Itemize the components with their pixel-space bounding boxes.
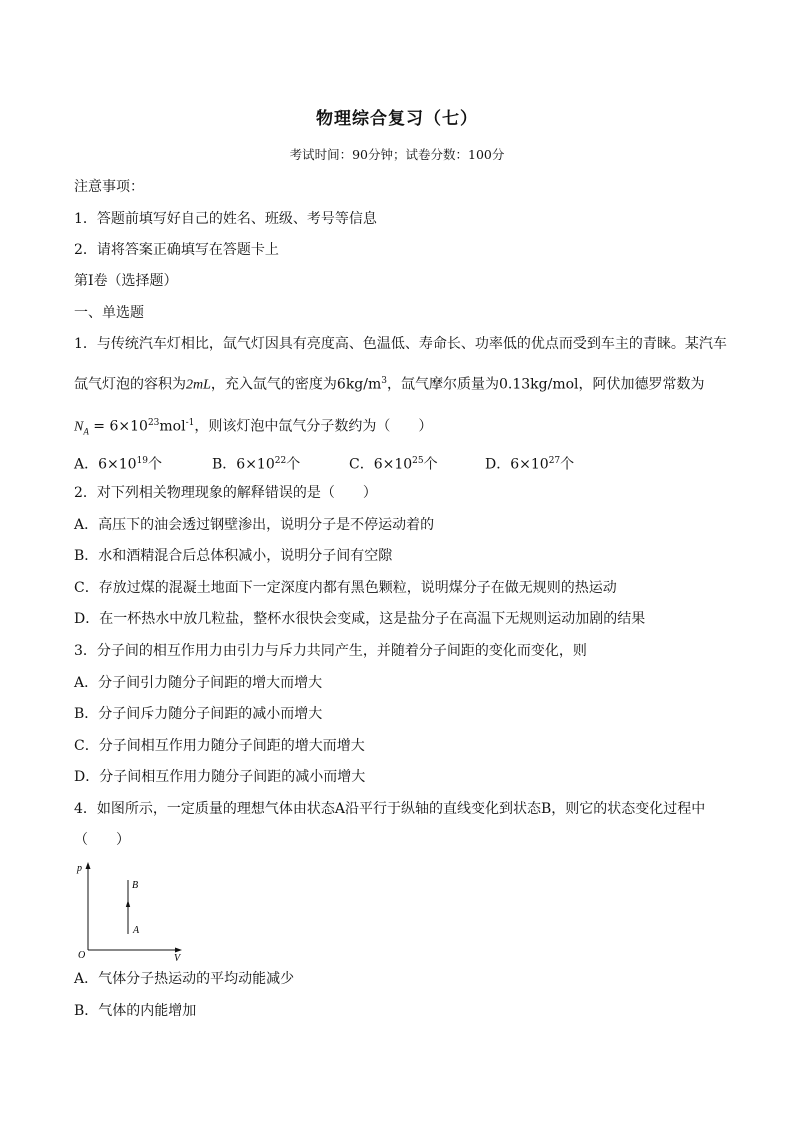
q1-na-sub: A	[83, 426, 89, 437]
exam-info: 考试时间：90分钟；试卷分数：100分	[289, 147, 505, 162]
v-axis-arrow-icon	[175, 948, 182, 953]
q4-stem-line2: （ ）	[74, 832, 130, 848]
q1-text: ，充入氙气的密度为	[210, 376, 337, 393]
q2-stem: 2．对下列相关物理现象的解释错误的是（ ）	[74, 485, 377, 501]
v-axis-label: V	[174, 953, 181, 963]
q1-na-symbol: N	[74, 419, 84, 435]
page-title: 物理综合复习（七）	[316, 109, 478, 129]
state-a-label: A	[133, 925, 140, 936]
q3-option-d[interactable]: D．分子间相互作用力随分子间距的减小而增大	[74, 769, 366, 785]
q2-option-a[interactable]: A．高压下的油会透过钢壁渗出，说明分子是不停运动着的	[74, 517, 435, 533]
q2-option-d[interactable]: D．在一杯热水中放几粒盐，整杯水很快会变咸，这是盐分子在高温下无规则运动加剧的结果	[74, 611, 646, 627]
q1-na-value: = 6×10	[88, 418, 148, 435]
q4-option-b[interactable]: B．气体的内能增加	[74, 1003, 197, 1019]
state-b-label: B	[132, 880, 139, 891]
pv-diagram	[74, 858, 194, 963]
p-axis-label: p	[77, 863, 82, 874]
q1-na-exp: 23	[147, 418, 160, 428]
q4-option-a[interactable]: A．气体分子热运动的平均动能减少	[74, 971, 295, 987]
q4-stem-line1: 4．如图所示，一定质量的理想气体由状态A沿平行于纵轴的直线变化到状态B，则它的状态变化过程中	[74, 801, 706, 817]
q3-option-b[interactable]: B．分子间斥力随分子间距的减小而增大	[74, 706, 323, 722]
q3-option-a[interactable]: A．分子间引力随分子间距的增大而增大	[74, 675, 323, 691]
volume-heading: 第I卷（选择题）	[74, 273, 178, 289]
q1-density-exp: 3	[381, 376, 387, 386]
note-item-2: 2．请将答案正确填写在答题卡上	[74, 242, 279, 258]
origin-label: O	[78, 950, 86, 961]
q1-stem-line3	[74, 413, 432, 441]
q1-text: ，则该灯泡中氙气分子数约为（ ）	[194, 418, 433, 435]
q1-text: ，氙气摩尔质量为	[387, 376, 499, 393]
section-heading: 一、单选题	[74, 305, 144, 321]
q1-option-c[interactable]: C．$6\times 10^{25}$个	[349, 456, 438, 473]
q1-stem-line1: 1．与传统汽车灯相比，氙气灯因具有亮度高、色温低、寿命长、功率低的优点而受到车主的青睐。某汽车	[74, 336, 727, 352]
q1-na-unit-exp: -1	[185, 418, 195, 428]
q1-molar-mass: 0.13kg/mol	[499, 376, 579, 393]
p-axis-arrow-icon	[86, 862, 91, 869]
q3-stem: 3．分子间的相互作用力由引力与斥力共同产生，并随着分子间距的变化而变化，则	[74, 643, 587, 659]
q1-stem-line2	[74, 371, 705, 396]
q1-volume: 2mL	[186, 377, 211, 393]
q1-density: 6kg/m	[336, 376, 382, 393]
q1-na-unit: mol	[159, 418, 186, 435]
q1-option-d[interactable]: D．$6\times 10^{27}$个	[485, 456, 575, 473]
q2-option-b[interactable]: B．水和酒精混合后总体积减小，说明分子间有空隙	[74, 548, 393, 564]
q1-option-b[interactable]: B．$6\times 10^{22}$个	[212, 456, 301, 473]
note-item-1: 1．答题前填写好自己的姓名、班级、考号等信息	[74, 211, 377, 227]
q3-option-c[interactable]: C．分子间相互作用力随分子间距的增大而增大	[74, 738, 365, 754]
q2-option-c[interactable]: C．存放过煤的混凝土地面下一定深度内都有黑色颗粒，说明煤分子在做无规则的热运动	[74, 580, 617, 596]
q1-option-a[interactable]: A．$6\times 10^{19}$个	[74, 456, 163, 473]
q1-text: 氙气灯泡的容积为	[74, 376, 186, 393]
q1-text: ，阿伏加德罗常数为	[578, 376, 705, 393]
process-direction-arrow-icon	[126, 900, 130, 907]
notes-heading: 注意事项：	[74, 179, 144, 195]
